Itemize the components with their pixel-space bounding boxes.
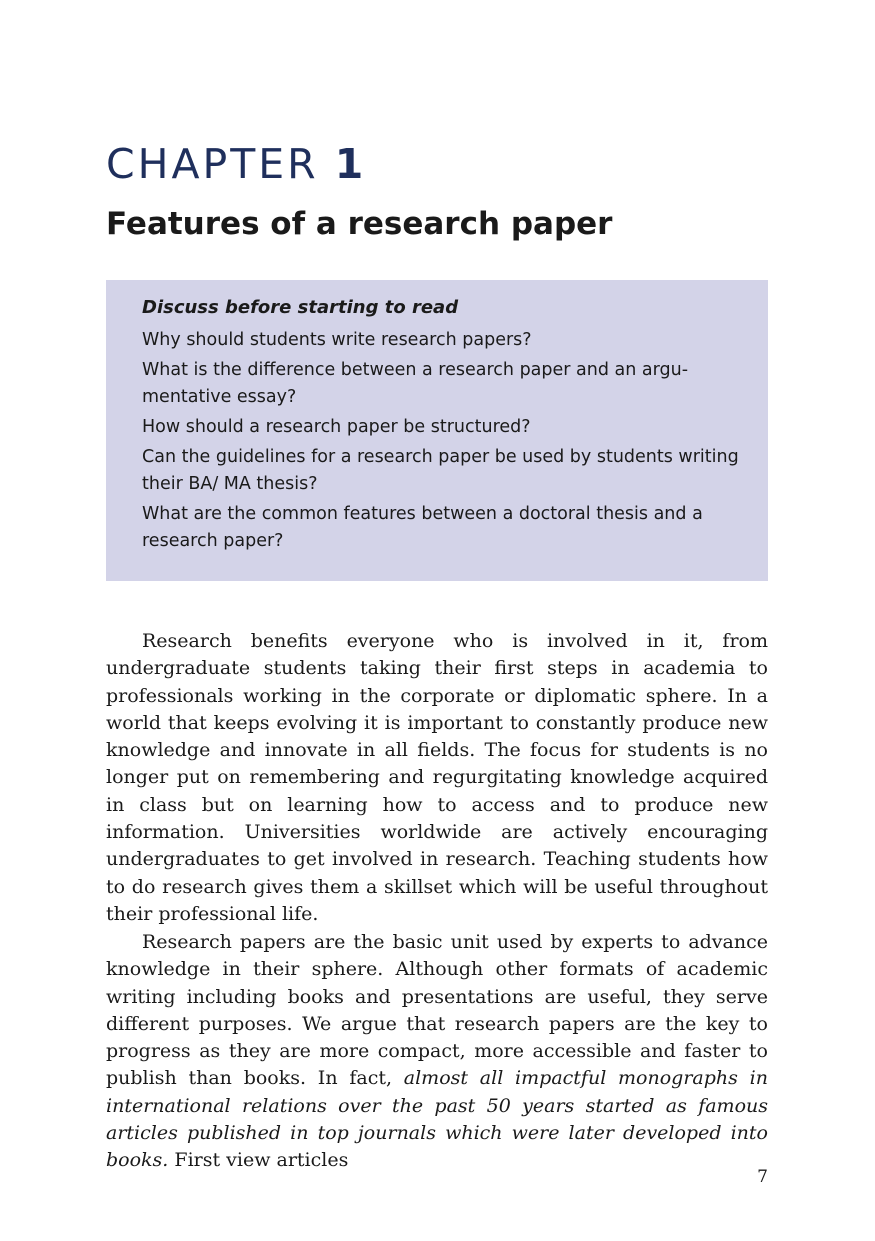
chapter-label: [106, 140, 363, 188]
page-number: 7: [757, 1167, 768, 1187]
paragraph-2-end: First view articles: [168, 1149, 349, 1172]
body-paragraph-1: Research benefits everyone who is involved in it, from undergraduate students taking their first steps in academia to professionals working in the corporate or diplomatic sphere. In a world that keeps evolving it is important to constantly produce new knowledge and innovate in all fields. The focus for students is no longer put on remembering and regurgitating knowledge acquired in class but on learning how to access and to produce new information. Universities worldwide are actively encouraging undergraduates to get involved in research. Teaching students how to do research gives them a skillset which will be useful throughout their professional life.: [106, 630, 768, 925]
discussion-heading: Discuss before starting to read: [142, 297, 459, 318]
body-paragraph-2: [106, 929, 768, 1175]
discussion-question: How should a research paper be structured?: [142, 417, 531, 437]
discussion-question: Why should students write research papers?: [142, 330, 532, 350]
discussion-question: What are the common features between a doctoral thesis and a research paper?: [142, 504, 703, 551]
chapter-number: 1: [334, 140, 364, 188]
discussion-question: Can the guidelines for a research paper be used by students writing their BA/ MA thesis?: [142, 447, 739, 494]
discussion-question: What is the difference between a research paper and an argumentative essay?: [142, 360, 689, 407]
discussion-questions: [142, 327, 740, 555]
discussion-box: [106, 280, 768, 581]
paragraph-2-start: Research papers are the basic unit used by experts to advance knowledge in their sphere. Although other formats of academic writing including books and presentations are useful, they serve different purposes. We argue that research papers are the key to progress as they are more compact, more accessible and faster to publish than books. In fact,: [106, 931, 768, 1090]
chapter-title: Features of a research paper: [106, 206, 613, 242]
paragraph-2-italic: almost all impactful monographs in international relations over the past 50 years started as famous articles published in top journals which were later developed into books.: [106, 1067, 768, 1172]
chapter-word: CHAPTER: [106, 140, 319, 188]
